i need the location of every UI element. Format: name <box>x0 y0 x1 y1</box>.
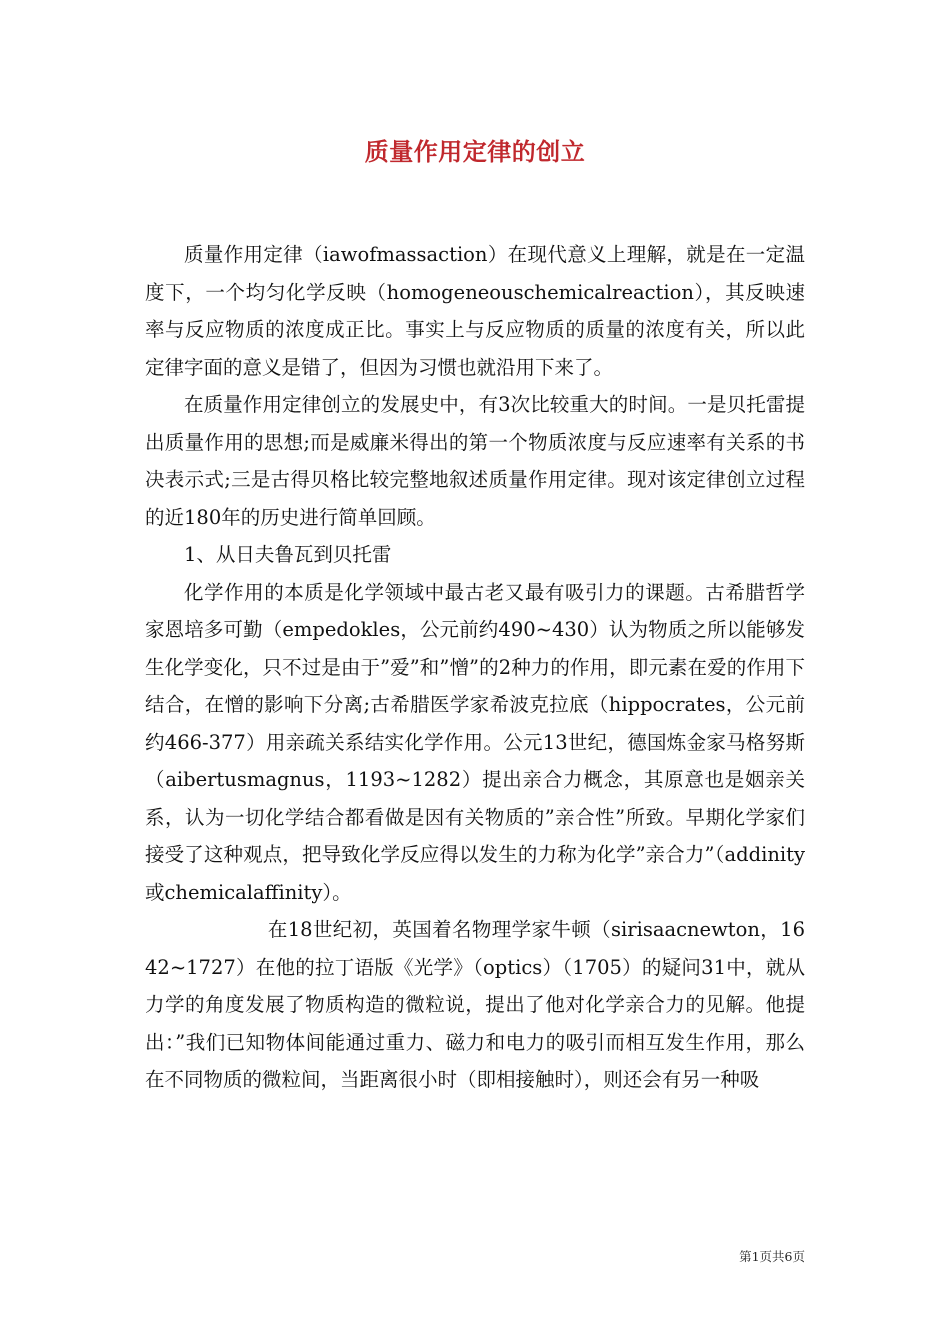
section-heading: 1、从日夫鲁瓦到贝托雷 <box>184 543 392 566</box>
paragraph-history-overview: 在质量作用定律创立的发展史中，有3次比较重大的时间。一是贝托雷提出质量作用的思想;而是威廉米得出的第一个物质浓度与反应速率有关系的书决表示式;三是古得贝格比较完整地叙述质量作用定律。现对该定律创立过程的近180年的历史进行简单回顾。 <box>145 393 805 529</box>
page-number: 第1页共6页 <box>739 1249 805 1264</box>
paragraph-definition: 质量作用定律（iawofmassaction）在现代意义上理解，就是在一定温度下，一个均匀化学反映（homogeneouschemicalreaction），其反映速率与反应物质的浓度成正比。事实上与反应物质的质量的浓度有关，所以此定律字面的意义是错了，但因为习惯也就沿用下来了。 <box>145 243 805 379</box>
document-body <box>145 236 805 1099</box>
paragraph-newton: 在18世纪初，英国着名物理学家牛顿（sirisaacnewton，1642~1727）在他的拉丁语版《光学》（optics）（1705）的疑问31中，就从力学的角度发展了物质构造的微粒说，提出了他对化学亲合力的见解。他提出：”我们已知物体间能通过重力、磁力和电力的吸引而相互发生作用，那么在不同物质的微粒间，当距离很小时（即相接触时），则还会有另一种吸 <box>145 918 805 1091</box>
paragraph-chemical-affinity: 化学作用的本质是化学领域中最古老又最有吸引力的课题。古希腊哲学家恩培多可勤（empedokles，公元前约490~430）认为物质之所以能够发生化学变化，只不过是由于”爱”和”憎”的2种力的作用，即元素在爱的作用下结合，在憎的影响下分离;古希腊医学家希波克拉底（hippocrates，公元前约466-377）用亲疏关系结实化学作用。公元13世纪，德国炼金家马格努斯（aibertusmagnus，1193~1282）提出亲合力概念，其原意也是姻亲关系，认为一切化学结合都看做是因有关物质的”亲合性”所致。早期化学家们接受了这种观点，把导致化学反应得以发生的力称为化学”亲合力”（addinity或chemicalaffinity）。 <box>145 580 805 904</box>
page-title: 质量作用定律的创立 <box>364 138 586 166</box>
